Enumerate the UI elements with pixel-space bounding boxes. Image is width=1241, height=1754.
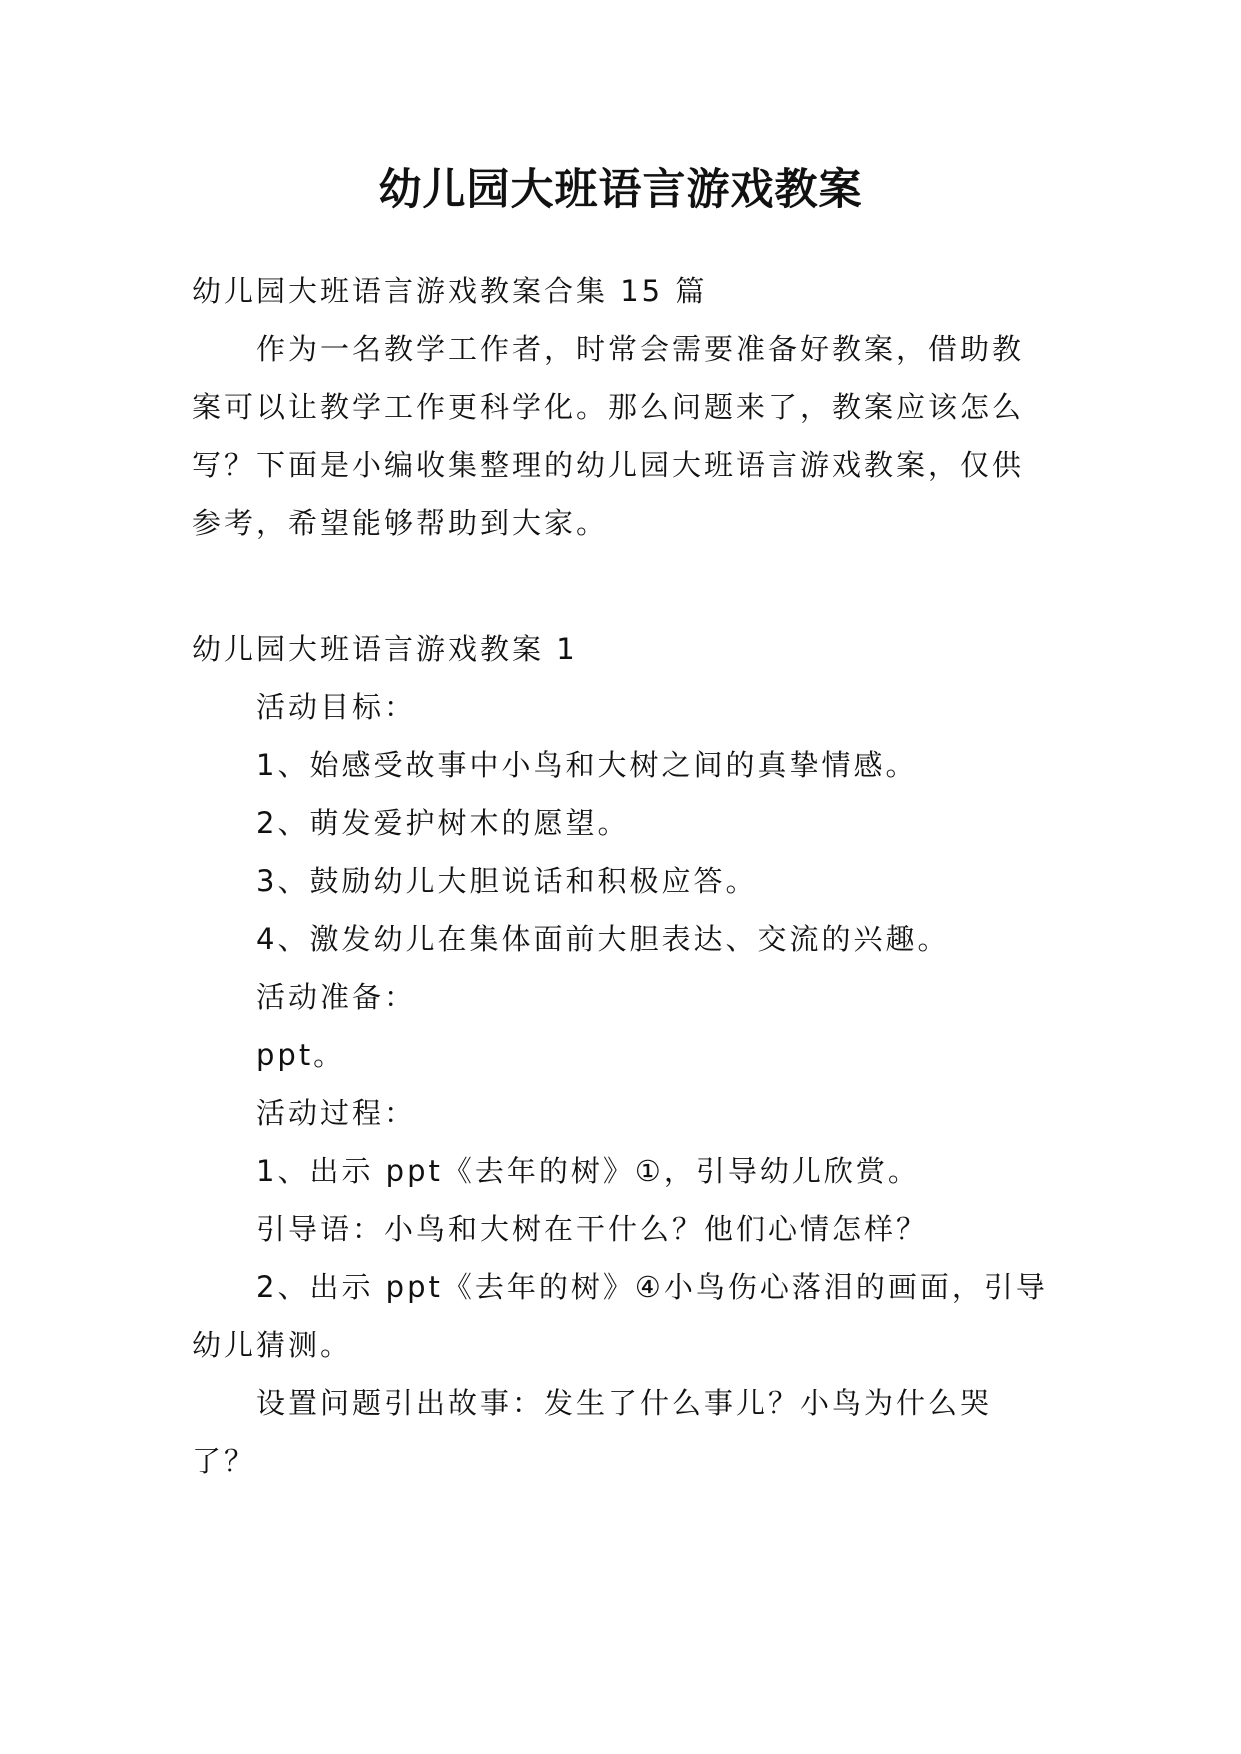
step-2-line-2: 幼儿猜测。 xyxy=(192,1328,353,1362)
process-label: 活动过程： xyxy=(256,1096,417,1130)
goal-item-3: 3、鼓励幼儿大胆说话和积极应答。 xyxy=(256,864,758,898)
intro-line-4: 参考，希望能够帮助到大家。 xyxy=(192,506,609,540)
document-title: 幼儿园大班语言游戏教案 xyxy=(378,165,863,215)
collection-heading: 幼儿园大班语言游戏教案合集 15 篇 xyxy=(192,274,708,308)
goals-label: 活动目标： xyxy=(256,690,417,724)
prep-text: ppt。 xyxy=(256,1038,346,1072)
intro-line-1: 作为一名教学工作者，时常会需要准备好教案，借助教 xyxy=(256,332,1025,366)
question-line-1: 设置问题引出故事：发生了什么事儿？小鸟为什么哭 xyxy=(256,1386,993,1420)
step-1-prompt: 引导语：小鸟和大树在干什么？他们心情怎样？ xyxy=(256,1212,929,1246)
goal-item-2: 2、萌发爱护树木的愿望。 xyxy=(256,806,630,840)
intro-line-2: 案可以让教学工作更科学化。那么问题来了，教案应该怎么 xyxy=(192,390,1025,424)
intro-block xyxy=(192,262,1056,552)
section-1-heading: 幼儿园大班语言游戏教案 1 xyxy=(192,632,578,666)
goal-item-1: 1、始感受故事中小鸟和大树之间的真挚情感。 xyxy=(256,748,918,782)
question-line-2: 了？ xyxy=(192,1444,257,1478)
goal-item-4: 4、激发幼儿在集体面前大胆表达、交流的兴趣。 xyxy=(256,922,950,956)
section-1 xyxy=(192,620,1056,1490)
intro-line-3: 写？下面是小编收集整理的幼儿园大班语言游戏教案，仅供 xyxy=(192,448,1025,482)
step-1: 1、出示 ppt《去年的树》①，引导幼儿欣赏。 xyxy=(256,1154,920,1188)
prep-label: 活动准备： xyxy=(256,980,417,1014)
step-2-line-1: 2、出示 ppt《去年的树》④小鸟伤心落泪的画面，引导 xyxy=(256,1270,1048,1304)
